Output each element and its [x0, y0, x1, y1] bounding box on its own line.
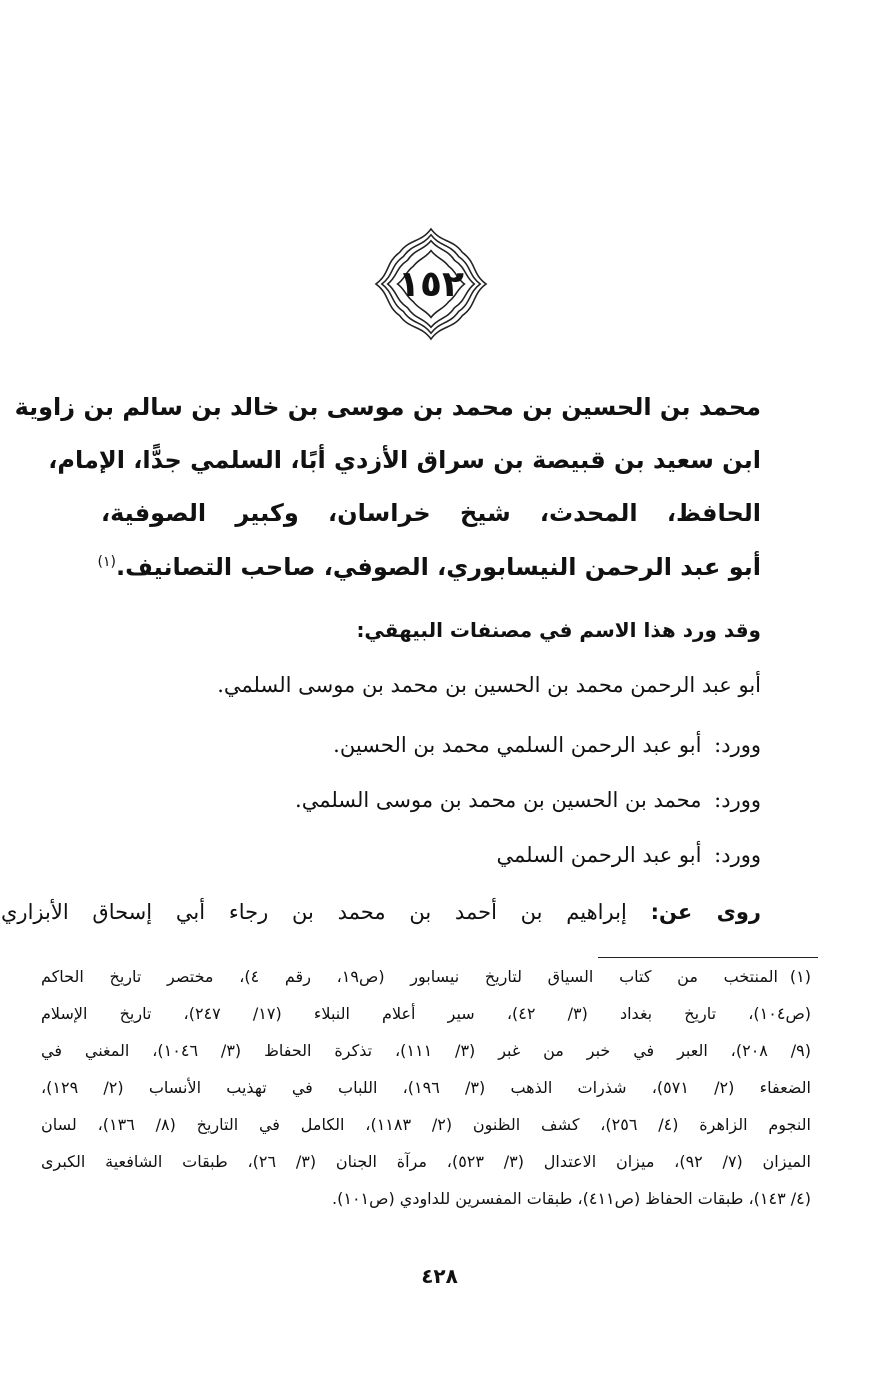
variant-text: أبو عبد الرحمن السلمي محمد بن الحسين.	[333, 733, 702, 757]
variant-text: أبو عبد الرحمن السلمي	[496, 843, 702, 867]
entry-number: ١٥٢	[398, 263, 464, 305]
name-variant-row	[497, 843, 761, 867]
footnote-line-3: (٩/ ٢٠٨)، العبر في خبر من غبر (٣/ ١١١)، تذكرة الحفاظ (٣/ ١٠٤٦)، المغني في	[41, 1041, 812, 1060]
heading-line-1: محمد بن الحسين بن محمد بن موسى بن خالد بن سالم بن زاوية	[14, 393, 761, 421]
footnote-line-5: النجوم الزاهرة (٤/ ٢٥٦)، كشف الظنون (٢/ ١١٨٣)، الكامل في التاريخ (٨/ ١٣٦)، لسان	[41, 1115, 811, 1134]
heading-line-4	[97, 553, 761, 581]
narrated-from-row	[1, 900, 761, 924]
heading-line-4-text: أبو عبد الرحمن النيسابوري، الصوفي، صاحب التصانيف.	[115, 553, 761, 581]
footnote-line-2: (ص١٠٤)، تاريخ بغداد (٣/ ٤٢)، سير أعلام النبلاء (١٧/ ٢٤٧)، تاريخ الإسلام	[41, 1004, 812, 1023]
footnote-line-7: (٤/ ١٤٣)، طبقات الحفاظ (ص٤١١)، طبقات المفسرين للداودي (ص١٠١).	[332, 1189, 811, 1208]
name-variant-primary: أبو عبد الرحمن محمد بن الحسين بن محمد بن موسى السلمي.	[217, 673, 761, 697]
heading-line-2: ابن سعيد بن قبيصة بن سراق الأزدي أبًا، السلمي جدًّا، الإمام،	[48, 446, 761, 474]
variant-label: وورد:	[714, 733, 761, 757]
names-intro: وقد ورد هذا الاسم في مصنفات البيهقي:	[356, 618, 761, 642]
narrated-from-text: إبراهيم بن أحمد بن محمد بن رجاء أبي إسحاق الأبزاري	[1, 900, 627, 924]
narrated-from-label: روى عن:	[650, 900, 761, 924]
footnote-separator	[598, 957, 818, 958]
entry-number-ornament	[372, 225, 490, 343]
heading-line-3: الحافظ، المحدث، شيخ خراسان، وكبير الصوفية،	[101, 499, 761, 527]
footnote-reference: (١)	[97, 554, 116, 570]
name-variant-row	[333, 733, 761, 757]
variant-label: وورد:	[714, 788, 761, 812]
footnote-line-1	[41, 967, 811, 986]
footnote-text: المنتخب من كتاب السياق لتاريخ نيسابور (ص١٩، رقم ٤)، مختصر تاريخ الحاكم	[41, 967, 778, 986]
page-number: ٤٢٨	[421, 1264, 458, 1288]
footnote-line-6: الميزان (٧/ ٩٢)، ميزان الاعتدال (٣/ ٥٢٣)، مرآة الجنان (٣/ ٢٦)، طبقات الشافعية الكبرى	[41, 1152, 811, 1171]
footnote-mark: (١)	[789, 967, 811, 986]
footnote-line-4: الضعفاء (٢/ ٥٧١)، شذرات الذهب (٣/ ١٩٦)، اللباب في تهذيب الأنساب (٢/ ١٢٩)،	[41, 1078, 811, 1097]
variant-text: محمد بن الحسين بن محمد بن موسى السلمي.	[295, 788, 702, 812]
name-variant-row	[295, 788, 761, 812]
variant-label: وورد:	[714, 843, 761, 867]
